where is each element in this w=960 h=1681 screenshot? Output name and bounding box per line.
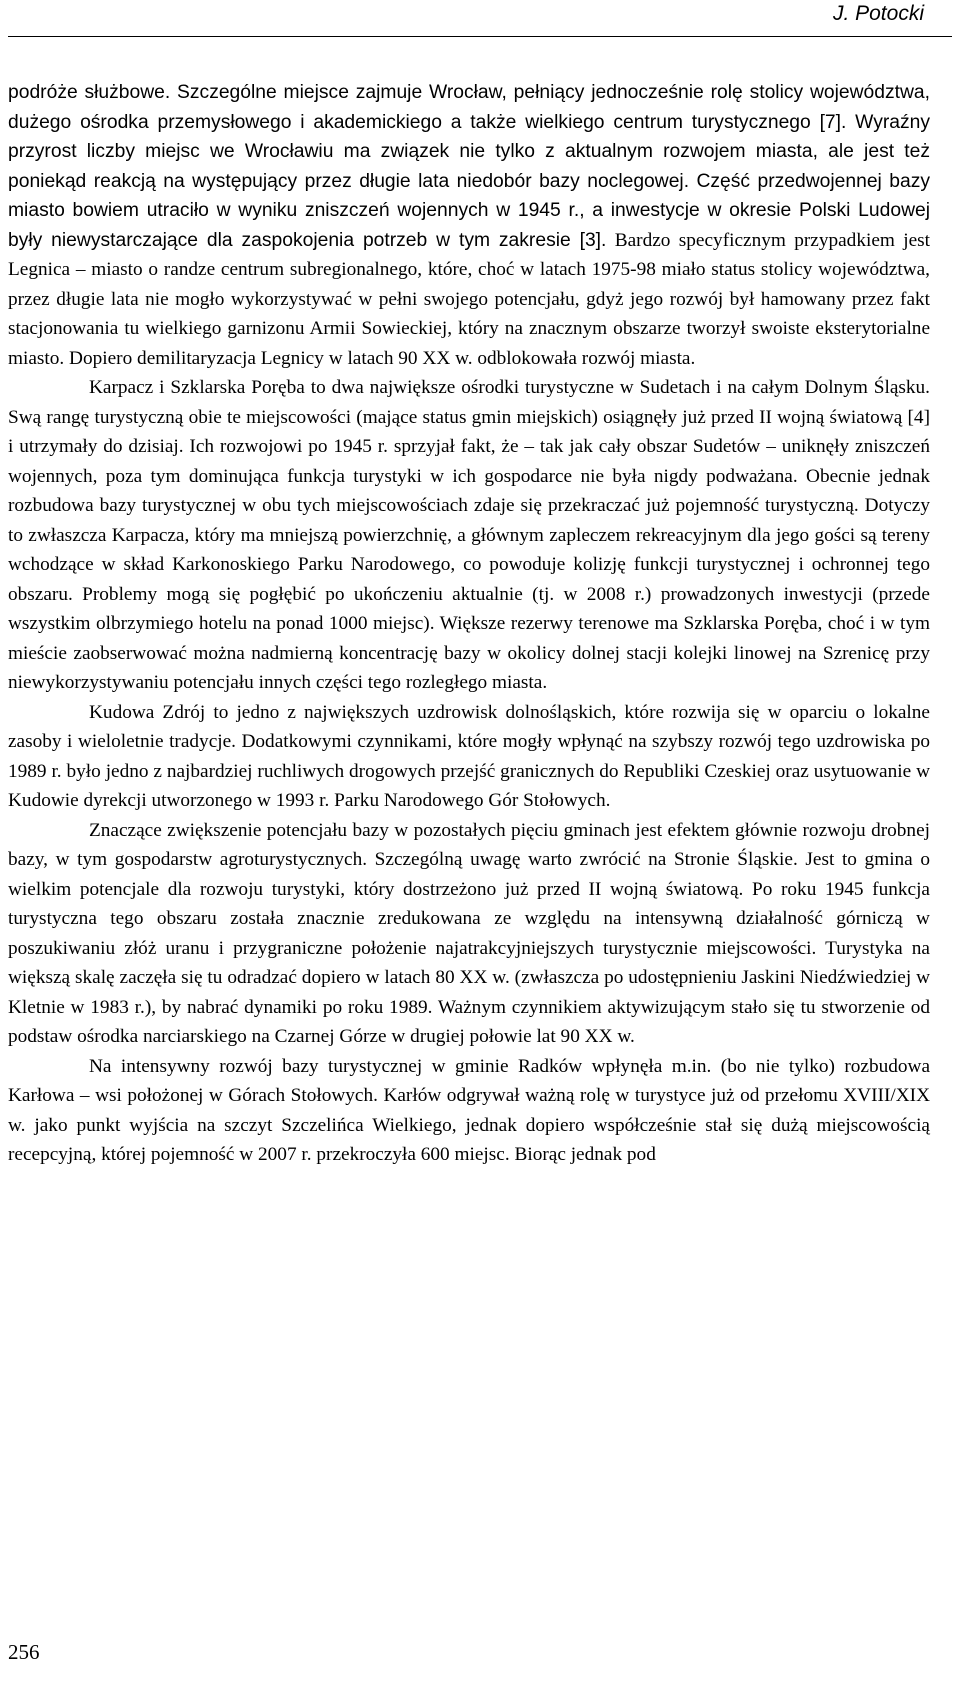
running-header [0,0,960,36]
paragraph-5: Na intensywny rozwój bazy turystycznej w gminie Radków wpłynęła m.in. (bo nie tylko) rozbudowa Karłowa – wsi położonej w Górach Stołowych. Karłów odgrywał ważną rolę w turystyce już od przełomu XVIII/XIX w. jako punkt wyjścia na szczyt Szczelińca Wielkiego, jednak dopiero współcześnie stał się dużą miejscowością recepcyjną, której pojemność w 2007 r. przekroczyła 600 miejsc. Biorąc jednak pod [8,1055,930,1165]
header-author: J. Potocki [832,2,924,25]
paragraph-4: Znaczące zwiększenie potencjału bazy w pozostałych pięciu gminach jest efektem głównie rozwoju drobnej bazy, w tym gospodarstw agroturystycznych. Szczególną uwagę warto zwrócić na Stronie Śląskie. Jest to gmina o wielkim potencjale dla rozwoju turystyki, który dostrzeżono już przed II wojną światową. Po roku 1945 funkcja turystyczna tego obszaru została znacznie zredukowana ze względu na intensywną działalność górniczą w poszukiwaniu złóż uranu i przygraniczne położenie najatrakcyjniejszych turystycznie miejscowości. Turystyka na większą skalę zaczęła się tu odradzać dopiero w latach 80 XX w. (zwłaszcza po udostępnieniu Jaskini Niedźwiedziej w Kletnie w 1983 r.), by nabrać dynamiki po roku 1989. Ważnym czynnikiem aktywizującym stało się tu stworzenie od podstaw ośrodka narciarskiego na Czarnej Górze w drugiej połowie lat 90 XX w. [8,819,930,1047]
paragraph-3: Kudowa Zdrój to jedno z największych uzdrowisk dolnośląskich, które rozwija się w oparciu o lokalne zasoby i wieloletnie tradycje. Dodatkowymi czynnikami, które mogły wpłynąć na szybszy rozwój tego uzdrowiska po 1989 r. było jedno z najbardziej ruchliwych drogowych przejść granicznych do Republiki Czeskiej oraz usytuowanie w Kudowie dyrekcji utworzonego w 1993 r. Parku Narodowego Gór Stołowych. [8,701,930,811]
page-body [8,78,930,1170]
paragraph-1 [8,78,930,373]
header-rule [8,36,952,37]
paragraph-1-part-a: podróże służbowe. Szczególne miejsce zajmuje Wrocław, pełniący jednocześnie rolę stolicy województwa, dużego ośrodka przemysłowego i akademickiego a także wielkiego centrum turystycznego [7]. Wyraźny przyrost liczby miejsc we Wrocławiu ma związek nie tylko z aktualnym rozwojem miasta, ale jest też poniekąd reakcją na występujący przez długie lata niedobór bazy noclegowej. Część przedwojennej bazy miasto bowiem utraciło w wyniku zniszczeń wojennych w 1945 r., a inwestycje w okresie Polski Ludowej były niewystarczające dla zaspokojenia potrzeb w tym zakresie [3]. [8,82,930,251]
paragraph-2: Karpacz i Szklarska Poręba to dwa największe ośrodki turystyczne w Sudetach i na całym Dolnym Śląsku. Swą rangę turystyczną obie te miejscowości (mające status gmin miejskich) osiągnęły już przed II wojną światową [4] i utrzymały do dzisiaj. Ich rozwojowi po 1945 r. sprzyjał fakt, że – tak jak cały obszar Sudetów – uniknęły zniszczeń wojennych, poza tym dominująca funkcja turystyki w ich gospodarce nie była nigdy podważana. Obecnie jednak rozbudowa bazy turystycznej w obu tych miejscowościach zdaje się przekraczać już pojemność turystyczną. Dotyczy to zwłaszcza Karpacza, który ma mniejszą powierzchnię, a głównym zapleczem rekreacyjnym dla jego gości są tereny wchodzące w skład Karkonoskiego Parku Narodowego, co powoduje kolizję funkcji turystycznej i ochronnej tego obszaru. Problemy mogą się pogłębić po ukończeniu aktualnie (tj. w 2008 r.) prowadzonych inwestycji (przede wszystkim olbrzymiego hotelu na ponad 1000 miejsc). Większe rezerwy terenowe ma Szklarska Poręba, choć i w tym mieście zaobserwować można nadmierną koncentrację bazy w okolicy dolnej stacji kolejki linowej na Szrenicę przy niewykorzystywaniu potencjału innych części tego rozległego miasta. [8,377,930,693]
paragraph-1-part-b: Bardzo specyficznym przypadkiem jest Legnica – miasto o randze centrum subregionalnego, które, choć w latach 1975-98 miało status stolicy województwa, przez długie lata nie mogło wykorzystywać w pełni swojego potencjału, gdyż jego rozwój był hamowany przez fakt stacjonowania tu wielkiego garnizonu Armii Sowieckiej, który na znacznym obszarze tworzył swoiste eksterytorialne miasto. Dopiero demilitaryzacja Legnicy w latach 90 XX w. odblokowała rozwój miasta. [8,229,931,369]
page-number: 256 [8,1640,40,1664]
